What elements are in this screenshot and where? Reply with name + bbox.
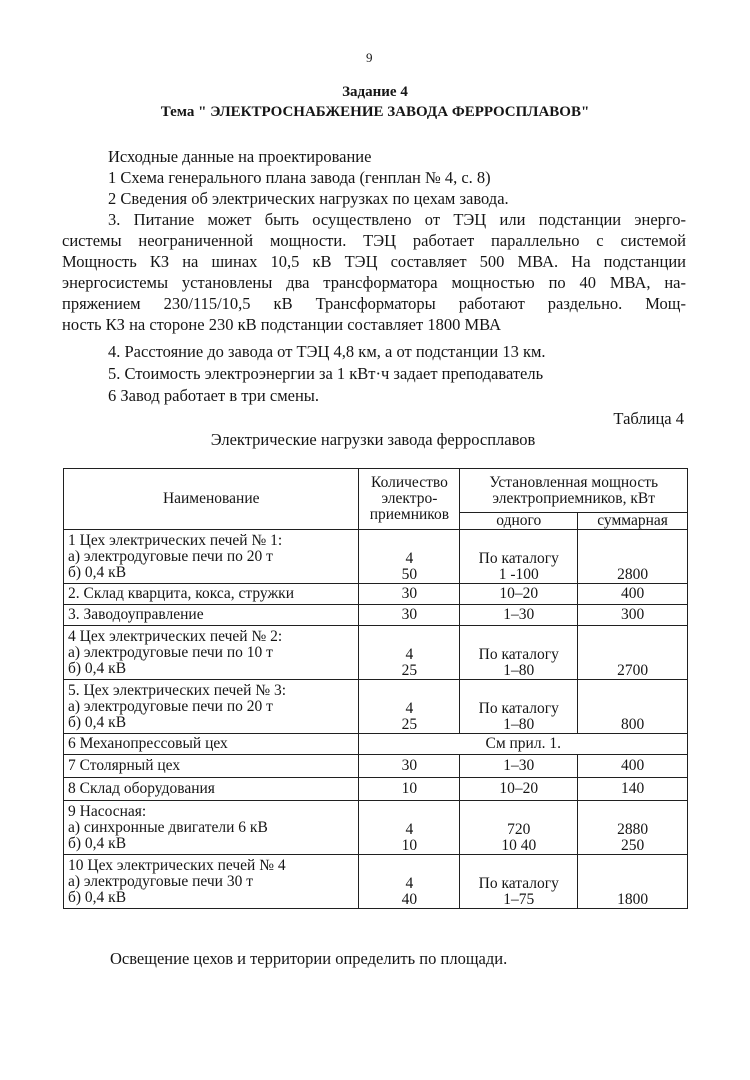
- row-name-line: а) синхронные двигатели 6 кВ: [68, 818, 268, 836]
- item-5: 5. Стоимость электроэнергии за 1 кВт·ч задает преподаватель: [108, 364, 544, 383]
- row-total: 2800: [578, 530, 688, 584]
- table-header-row: [64, 469, 688, 513]
- table-row: [64, 626, 688, 680]
- row-one: 10–20: [460, 778, 578, 801]
- row-name-line: 9 Насосная:: [68, 802, 147, 820]
- row-one-line: 1 -100: [498, 566, 539, 583]
- row-one-line: По каталогу: [478, 875, 559, 892]
- table-row: [64, 778, 688, 801]
- table-row: [64, 855, 688, 909]
- row-total-line: 2880: [617, 821, 649, 838]
- row-count: [359, 626, 460, 680]
- row-count: [359, 680, 460, 734]
- table-row: [64, 680, 688, 734]
- row-count-line: 4: [405, 700, 414, 717]
- row-name: 8 Склад оборудования: [64, 778, 359, 801]
- row-name: [64, 626, 359, 680]
- row-total: 300: [578, 605, 688, 626]
- row-count-line: 4: [405, 550, 414, 567]
- header-total: суммарная: [578, 513, 688, 530]
- row-one: 1–30: [460, 605, 578, 626]
- row-one-line: 1–80: [503, 716, 535, 733]
- row-name: [64, 855, 359, 909]
- table-number: Таблица 4: [613, 409, 684, 428]
- row-count-line: 4: [405, 646, 414, 663]
- row-one-line: 720: [507, 821, 531, 838]
- row-one: 10–20: [460, 584, 578, 605]
- header-name: Наименование: [64, 469, 359, 530]
- assignment-title: Задание 4: [342, 84, 408, 100]
- header-power-line-2: электроприемников, кВт: [492, 489, 655, 507]
- row-count-line: 40: [401, 891, 418, 908]
- item-3-line-1: 3. Питание может быть осуществлено от ТЭЦ или подстанции энерго-: [108, 210, 686, 229]
- row-name-line: а) электродуговые печи по 20 т: [68, 547, 273, 565]
- row-one-line: По каталогу: [478, 646, 559, 663]
- row-count-line: 50: [401, 566, 418, 583]
- table-row: [64, 530, 688, 584]
- row-count: 30: [359, 755, 460, 778]
- row-count-line: 10: [401, 837, 418, 854]
- row-total: 2700: [578, 626, 688, 680]
- row-one-line: 10 40: [501, 837, 537, 854]
- footer-note: Освещение цехов и территории определить по площади.: [110, 949, 508, 968]
- row-one: 1–30: [460, 755, 578, 778]
- table-row: [64, 584, 688, 605]
- row-count: [359, 855, 460, 909]
- page-number: 9: [366, 50, 373, 65]
- loads-table: [63, 468, 688, 909]
- table-row: [64, 755, 688, 778]
- row-one: [460, 530, 578, 584]
- row-name-line: 5. Цех электрических печей № 3:: [68, 681, 287, 699]
- item-1: 1 Схема генерального плана завода (генплан № 4, с. 8): [108, 168, 491, 187]
- row-name: [64, 801, 359, 855]
- header-count-line-3: приемников: [369, 506, 450, 523]
- row-total: 800: [578, 680, 688, 734]
- row-merged-note: См прил. 1.: [359, 734, 688, 755]
- table-row: [64, 605, 688, 626]
- item-3-line-6: ность КЗ на стороне 230 кВ подстанции составляет 1800 МВА: [62, 315, 501, 334]
- header-one: одного: [460, 513, 578, 530]
- row-count-line: 4: [405, 875, 414, 892]
- row-total: 400: [578, 755, 688, 778]
- row-name-line: б) 0,4 кВ: [68, 659, 127, 677]
- item-3-line-2: системы неограниченной мощности. ТЭЦ работает параллельно с системой: [62, 231, 686, 250]
- row-name: [64, 680, 359, 734]
- row-name: [64, 530, 359, 584]
- row-count: 10: [359, 778, 460, 801]
- item-3-line-4: энергосистемы установлены два трансформатора мощностью по 40 МВА, на-: [62, 273, 686, 292]
- row-total: 1800: [578, 855, 688, 909]
- row-name-line: б) 0,4 кВ: [68, 713, 127, 731]
- row-name-line: 1 Цех электрических печей № 1:: [68, 531, 283, 549]
- row-one: [460, 855, 578, 909]
- header-count-line-1: Количество: [371, 474, 448, 491]
- row-one-line: 1–80: [503, 662, 535, 679]
- row-total: 400: [578, 584, 688, 605]
- row-name-line: б) 0,4 кВ: [68, 563, 127, 581]
- row-count: 30: [359, 605, 460, 626]
- row-one: [460, 680, 578, 734]
- row-total: [578, 801, 688, 855]
- row-count: [359, 801, 460, 855]
- table-row: [64, 734, 688, 755]
- row-name-line: а) электродуговые печи 30 т: [68, 872, 253, 890]
- row-total-line: 250: [620, 837, 645, 854]
- row-name: 2. Склад кварцита, кокса, стружки: [64, 584, 359, 605]
- row-total: 140: [578, 778, 688, 801]
- row-count-line: 25: [401, 716, 418, 733]
- row-name-line: 4 Цех электрических печей № 2:: [68, 627, 283, 645]
- row-name-line: 10 Цех электрических печей № 4: [68, 856, 286, 874]
- item-4: 4. Расстояние до завода от ТЭЦ 4,8 км, а от подстанции 13 км.: [108, 342, 546, 361]
- table-caption: Электрические нагрузки завода ферросплавов: [210, 430, 536, 449]
- assignment-subtitle: Тема " ЭЛЕКТРОСНАБЖЕНИЕ ЗАВОДА ФЕРРОСПЛАВОВ": [160, 104, 590, 120]
- row-name-line: а) электродуговые печи по 10 т: [68, 643, 273, 661]
- intro-line: Исходные данные на проектирование: [108, 147, 372, 166]
- row-name-line: а) электродуговые печи по 20 т: [68, 697, 273, 715]
- header-power: [460, 469, 688, 513]
- row-one-line: По каталогу: [478, 550, 559, 567]
- row-count: 30: [359, 584, 460, 605]
- row-name: 7 Столярный цех: [64, 755, 359, 778]
- row-name-line: б) 0,4 кВ: [68, 888, 127, 906]
- item-6: 6 Завод работает в три смены.: [108, 386, 319, 405]
- row-name: 6 Механопрессовый цех: [64, 734, 359, 755]
- header-power-line-1: Установленная мощность: [489, 473, 659, 491]
- row-count-line: 4: [405, 821, 414, 838]
- item-2: 2 Сведения об электрических нагрузках по цехам завода.: [108, 189, 509, 208]
- header-count: [359, 469, 460, 530]
- row-name-line: б) 0,4 кВ: [68, 834, 127, 852]
- row-count-line: 25: [401, 662, 418, 679]
- row-count: [359, 530, 460, 584]
- header-count-line-2: электро-: [381, 490, 438, 507]
- item-3-line-3: Мощность КЗ на шинах 10,5 кВ ТЭЦ составляет 500 МВА. На подстанции: [62, 252, 686, 271]
- table-row: [64, 801, 688, 855]
- row-one-line: 1–75: [503, 891, 535, 908]
- item-3-line-5: пряжением 230/115/10,5 кВ Трансформаторы работают раздельно. Мощ-: [62, 294, 686, 313]
- item-3-paragraph: [62, 209, 686, 335]
- row-one: [460, 801, 578, 855]
- row-name: 3. Заводоуправление: [64, 605, 359, 626]
- row-one-line: По каталогу: [478, 700, 559, 717]
- row-one: [460, 626, 578, 680]
